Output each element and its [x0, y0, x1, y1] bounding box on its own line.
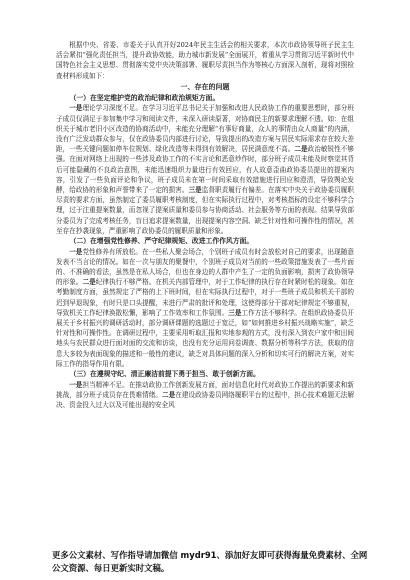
intro-paragraph: 根据中央、省委、市委关于认真开好2024年民主生活会的相关要求，本次市政协领导班子民主生活会紧扣“强化责任担当，提升政协效能，助力城市新发展”全面展开，着重从学习贯彻习近平新时代中国特色社会主义思想、贯彻落实党中央决策部署、履职尽责担当作为等核心方面深入剖析，现将对照检查材料形成如下： [56, 41, 354, 80]
keyword-2c: 三是 [228, 308, 242, 317]
keyword-1b: 二是 [294, 145, 308, 154]
paragraph-2a [56, 247, 354, 369]
section-heading-problems: 一、存在的问题 [180, 82, 230, 91]
subsection-heading-3: （三）在遵规守纪、清正廉洁前提下勇于担当、敢于创新方面。 [69, 370, 260, 379]
subsection-heading-1: （一）在坚定维护党的政治纪律和政治规矩方面。 [69, 93, 220, 102]
text-2c: 工作方法不够科学。在组织政协委员开展关于乡村振兴的调研活动时，部分调研课题的选题过于宽泛，如“如何推进乡村振兴战略实施”，缺乏针对性和可操作性。在调研过程中，主要采用听取汇报和实地参观的方式，没有深入到农户家中和田间地头与农民群众进行面对面的交流和访谈，也没有充分运用问卷调查、数据分析等科学方法，获取的信息大多较为表面现象的描述和一般性的建议，缺乏对具体问题的深入分析和切实可行的解决方案，对实际工作的指导作用有限。 [56, 308, 355, 368]
subsection-heading-2: （二）在增强党性修养、严守纪律规矩、改进工作作风方面。 [69, 237, 254, 246]
keyword-2b: 二是 [82, 278, 96, 287]
text-3b: 在建设政协委员网络履职平台的过程中，担心技术难题无法解决、资金投入过大以及可能出现的安全风 [56, 390, 355, 410]
text-1b: 政治敏锐性不够强。在面对网络上出现的一些涉及政协工作的不实言论和恶意炒作时，部分班子成员未能及时察觉其背后可能隐藏的不良政治意图，未能迅速组织力量进行有效回应，有人故意歪曲政协委员提出的提案内容，引发了一些负面评论和争议，班子成员未在第一时间采取有效措施进行回应和澄清，导致舆论发酵，给政协的形象和声誉带来了一定的损害。 [56, 145, 355, 195]
paragraph-1a [56, 103, 354, 236]
text-2a: 党性修养有所放松。在一些私人聚会场合，个别班子成员有时会放松对自己的要求，出现随意发表不当言论的情况。如在一次与朋友的聚餐中，个别班子成员对当前的一些政策措施发表了一些片面的、不准确的看法，虽然是在私人场合，但也在身边的人群中产生了一定的负面影响，损害了政协领导的形象。 [56, 247, 354, 287]
text-1a: 理论学习深度不足。在学习习近平总书记关于加强和改进人民政协工作的重要思想时，部分班子成员仅满足于参加集中学习和阅读文件，未深入研读原著，对协商民主的新要求理解不透。如：在组织关于城市老旧小区改造的协商活动中，未能充分理解“有事好商量，众人的事情由众人商量”的内涵，没有广泛发动群众参与，仅在政协委员内部进行讨论，导致提出的改造方案与居民实际需求存在较大差距，一些关键问题如停车位规划、绿化改造等未得到有效解决，居民满意度不高。 [56, 104, 354, 154]
keyword-3b: 二是 [161, 390, 176, 399]
keyword-3a: 一是 [69, 380, 83, 389]
text-1c: 监督职责履行有偏差。在落实中央关于政协委员履职尽责的要求方面，虽然制定了委员履职考核制度，但在实际执行过程中，对考核指标的设定不够科学合理，过于注重提案数量，而忽视了提案质量和委员参与协商活动、社会服务等方面的表现。结果导致部分委员为了完成考核任务，盲目追求提案数量，出现提案内容空洞、缺乏针对性和可操作性的情况，甚至存在抄袭现象，严重影响了政协委员的履职质量和形象。 [56, 186, 355, 235]
text-2b: 纪律执行不够严格。在机关内部管理中，对于工作纪律的执行存在时紧时松的现象。如在考勤制度方面，虽然规定了严格的上下班时间，但在实际执行过程中，对于一些班子成员和机关干部的迟到早退现象，有时只是口头提醒，未进行严肃的批评和处理，这使得部分干部对纪律规定不够重视，导致机关工作纪律涣散松懈，影响了工作效率和工作氛围。 [56, 278, 355, 317]
footer-notice: 更多公文素材、写作指导请加微信 mydr91、添加好友即可获得海量免费素材、全网公文资源、每日更新实时文稿。 [52, 550, 368, 573]
paragraph-3a [56, 380, 354, 411]
keyword-2a: 一是 [69, 247, 83, 256]
keyword-1a: 一是 [69, 104, 83, 113]
keyword-1c: 三是 [188, 186, 202, 195]
text-3a: 担当精神不足。在推动政协工作创新发展方面，面对信息化时代对政协工作提出的新要求和新挑战，部分班子成员存在畏难情绪。 [56, 380, 354, 399]
